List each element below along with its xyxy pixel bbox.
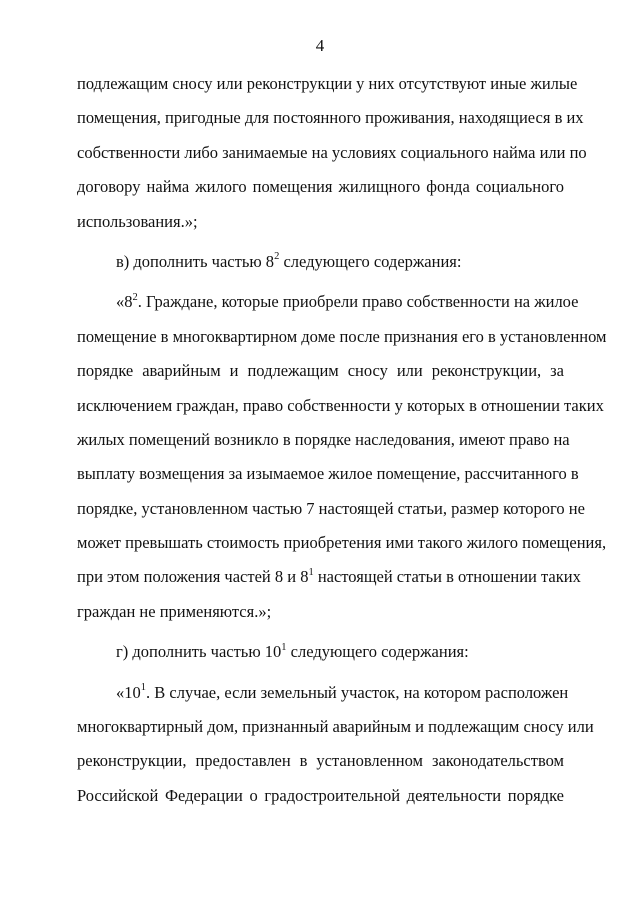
paragraph-continuation	[77, 67, 587, 239]
text-line: порядке, установленном частью 7 настоящей статьи, размер которого не	[77, 498, 585, 518]
text-line: собственности либо занимаемые на условиях социального найма или по	[77, 142, 587, 162]
superscript: 2	[132, 291, 138, 303]
text-line	[77, 560, 581, 594]
superscript: 2	[274, 251, 280, 263]
text-line: выплату возмещения за изымаемое жилое помещение, рассчитанного в	[77, 464, 579, 484]
page-number: 4	[315, 36, 325, 55]
text-line: договору найма жилого помещения жилищного фонда социального	[77, 177, 564, 197]
text-line	[77, 676, 569, 710]
document-body	[77, 67, 607, 813]
text-line: порядке аварийным и подлежащим сносу или реконструкции, за	[77, 361, 564, 381]
text-line: исключением граждан, право собственности у которых в отношении таких	[77, 395, 604, 415]
text-fragment: г) дополнить частью 10	[116, 642, 282, 662]
text-line: подлежащим сносу или реконструкции у них отсутствуют иные жилые	[77, 74, 578, 93]
text-line: может превышать стоимость приобретения ими такого жилого помещения,	[77, 533, 607, 553]
text-fragment: . В случае, если земельный участок, на котором расположен	[146, 682, 569, 702]
paragraph-part-10-1	[77, 676, 594, 814]
text-fragment: настоящей статьи в отношении таких	[313, 567, 581, 587]
text-fragment: «10	[116, 682, 141, 702]
text-line: Российской Федерации о градостроительной деятельности порядке	[77, 785, 564, 805]
text-line	[77, 285, 579, 319]
text-line: жилых помещений возникло в порядке наследования, имеют право на	[77, 429, 570, 449]
text-fragment: . Граждане, которые приобрели право собственности на жилое	[137, 292, 579, 312]
text-fragment: следующего содержания:	[286, 642, 469, 662]
text-line: использования.»;	[77, 211, 198, 231]
text-fragment: «8	[116, 292, 133, 312]
superscript: 1	[140, 682, 146, 694]
paragraph-part-8-2	[77, 285, 607, 629]
text-line: реконструкции, предоставлен в установленном законодательством	[77, 751, 564, 771]
text-line: помещения, пригодные для постоянного проживания, находящиеся в их	[77, 108, 584, 128]
text-line: помещение в многоквартирном доме после признания его в установленном	[77, 326, 607, 346]
text-fragment: при этом положения частей 8 и 8	[77, 567, 309, 587]
amendment-item-g	[77, 635, 564, 669]
superscript: 1	[281, 641, 287, 653]
text-line: многоквартирный дом, признанный аварийным и подлежащим сносу или	[77, 717, 594, 737]
text-fragment: в) дополнить частью 8	[116, 251, 275, 271]
text-line: граждан не применяются.»;	[77, 601, 272, 621]
text-fragment: следующего содержания:	[279, 251, 462, 271]
superscript: 1	[308, 566, 314, 578]
amendment-item-v	[77, 245, 564, 279]
